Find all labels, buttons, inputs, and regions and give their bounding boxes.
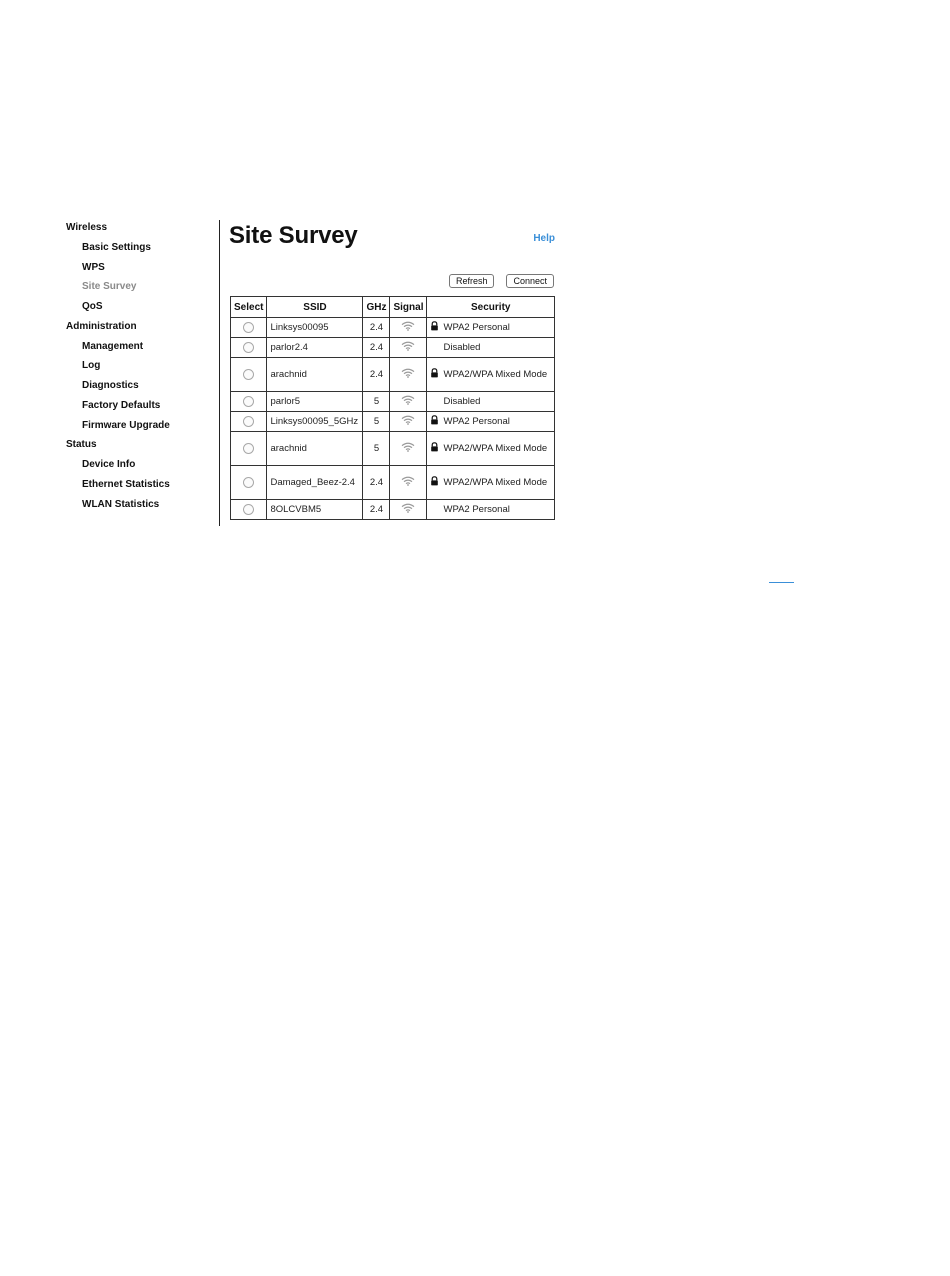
security-label: WPA2 Personal [443, 322, 510, 333]
wifi-signal-icon [401, 368, 415, 381]
link-underline [769, 582, 794, 583]
signal-cell [390, 338, 427, 358]
table-row[interactable] [231, 412, 555, 432]
sidebar-item-wlan-statistics[interactable]: WLAN Statistics [82, 498, 160, 510]
security-cell [427, 338, 555, 358]
page-title: Site Survey [229, 222, 358, 249]
column-header-signal: Signal [390, 297, 427, 318]
sidebar-divider [219, 220, 220, 526]
signal-cell [390, 466, 427, 500]
ssid-cell: 8OLCVBM5 [267, 500, 363, 520]
select-cell [231, 432, 267, 466]
column-header-ssid: SSID [267, 297, 363, 318]
wifi-signal-icon [401, 476, 415, 489]
lock-icon [430, 368, 443, 381]
select-radio[interactable] [243, 477, 254, 488]
select-cell [231, 358, 267, 392]
sidebar-item-factory-defaults[interactable]: Factory Defaults [82, 399, 161, 411]
sidebar-item-management[interactable]: Management [82, 340, 144, 352]
security-cell [427, 358, 555, 392]
ghz-cell: 2.4 [363, 338, 390, 358]
select-radio[interactable] [243, 396, 254, 407]
sidebar-item-qos[interactable]: QoS [82, 301, 103, 312]
ghz-cell: 5 [363, 392, 390, 412]
select-radio[interactable] [243, 322, 254, 333]
table-header-row [231, 297, 555, 318]
nav-section-status: Status [66, 439, 97, 451]
select-cell [231, 412, 267, 432]
nav-section-wireless: Wireless [66, 222, 108, 233]
column-header-security: Security [427, 297, 555, 318]
security-label: WPA2/WPA Mixed Mode [443, 369, 548, 380]
sidebar-nav [66, 221, 216, 517]
select-cell [231, 466, 267, 500]
toolbar [449, 274, 554, 288]
security-label: WPA2/WPA Mixed Mode [443, 477, 548, 488]
table-row[interactable] [231, 466, 555, 500]
ghz-cell: 2.4 [363, 500, 390, 520]
ghz-cell: 5 [363, 432, 390, 466]
sidebar-item-ethernet-statistics[interactable]: Ethernet Statistics [82, 478, 170, 490]
ghz-cell: 5 [363, 412, 390, 432]
security-cell [427, 500, 555, 520]
table-row[interactable] [231, 500, 555, 520]
select-radio[interactable] [243, 369, 254, 380]
select-cell [231, 392, 267, 412]
security-cell [427, 412, 555, 432]
security-label: Disabled [443, 396, 481, 407]
select-radio[interactable] [243, 443, 254, 454]
lock-icon [430, 415, 443, 428]
wifi-signal-icon [401, 321, 415, 334]
connect-button[interactable]: Connect [506, 274, 554, 288]
ghz-cell: 2.4 [363, 358, 390, 392]
signal-cell [390, 358, 427, 392]
site-survey-table [230, 296, 555, 520]
ssid-cell: parlor2.4 [267, 338, 363, 358]
security-label: Disabled [443, 342, 481, 353]
ghz-cell: 2.4 [363, 466, 390, 500]
sidebar-item-diagnostics[interactable]: Diagnostics [82, 380, 139, 391]
security-cell [427, 392, 555, 412]
select-radio[interactable] [243, 416, 254, 427]
main-content [229, 220, 555, 515]
lock-icon [430, 442, 443, 455]
sidebar-item-wps[interactable]: WPS [82, 261, 105, 273]
wifi-signal-icon [401, 442, 415, 455]
ssid-cell: arachnid [267, 358, 363, 392]
wifi-signal-icon [401, 395, 415, 408]
signal-cell [390, 412, 427, 432]
security-label: WPA2 Personal [443, 416, 510, 427]
security-cell [427, 466, 555, 500]
sidebar-item-firmware-upgrade[interactable]: Firmware Upgrade [82, 419, 170, 431]
table-row[interactable] [231, 338, 555, 358]
sidebar-item-site-survey[interactable]: Site Survey [82, 281, 137, 293]
signal-cell [390, 432, 427, 466]
select-cell [231, 338, 267, 358]
ssid-cell: parlor5 [267, 392, 363, 412]
table-row[interactable] [231, 358, 555, 392]
sidebar-item-log[interactable]: Log [82, 360, 101, 372]
security-cell [427, 318, 555, 338]
table-row[interactable] [231, 318, 555, 338]
select-radio[interactable] [243, 342, 254, 353]
ssid-cell: arachnid [267, 432, 363, 466]
ghz-cell: 2.4 [363, 318, 390, 338]
signal-cell [390, 392, 427, 412]
help-link[interactable]: Help [533, 233, 555, 244]
security-label: WPA2/WPA Mixed Mode [443, 443, 548, 454]
sidebar-item-device-info[interactable]: Device Info [82, 459, 136, 470]
table-row[interactable] [231, 432, 555, 466]
lock-icon [430, 321, 443, 334]
column-header-ghz: GHz [363, 297, 390, 318]
ssid-cell: Linksys00095 [267, 318, 363, 338]
signal-cell [390, 500, 427, 520]
table-row[interactable] [231, 392, 555, 412]
lock-icon [430, 476, 443, 489]
column-header-select: Select [231, 297, 267, 318]
signal-cell [390, 318, 427, 338]
ssid-cell: Damaged_Beez-2.4 [267, 466, 363, 500]
security-cell [427, 432, 555, 466]
select-cell [231, 500, 267, 520]
sidebar-item-basic-settings[interactable]: Basic Settings [82, 241, 151, 253]
refresh-button[interactable]: Refresh [449, 274, 495, 288]
select-cell [231, 318, 267, 338]
nav-section-administration: Administration [66, 320, 137, 332]
wifi-signal-icon [401, 503, 415, 516]
ssid-cell: Linksys00095_5GHz [267, 412, 363, 432]
security-label: WPA2 Personal [443, 504, 510, 515]
select-radio[interactable] [243, 504, 254, 515]
wifi-signal-icon [401, 341, 415, 354]
wifi-signal-icon [401, 415, 415, 428]
